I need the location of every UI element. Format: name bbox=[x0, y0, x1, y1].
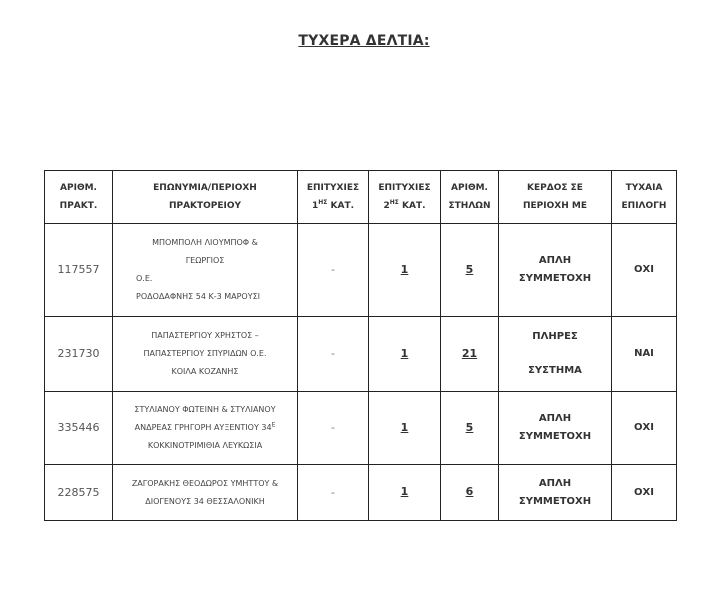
cat2-wins-link[interactable]: 1 bbox=[400, 346, 409, 360]
header-superscript: ΗΣ bbox=[318, 199, 328, 206]
agency-name-line: ΣΤΥΛΙΑΝΟΥ ΦΩΤΕΙΝΗ & ΣΤΥΛΙΑΝΟΥ bbox=[134, 405, 276, 414]
cat2-wins bbox=[369, 317, 441, 392]
agency-name-line: ΠΑΠΑΣΤΕΡΓΙΟΥ ΧΡΗΣΤΟΣ – bbox=[151, 331, 259, 340]
cat2-wins-link[interactable]: 1 bbox=[400, 485, 409, 498]
header-text: ΠΡΑΚΤ. bbox=[59, 201, 98, 211]
agency-number: 231730 bbox=[45, 317, 113, 392]
cat2-wins bbox=[369, 224, 441, 317]
header-text: ΚΕΡΔΟΣ ΣΕ bbox=[527, 183, 583, 193]
header-agency-name bbox=[113, 171, 298, 224]
agency-name bbox=[113, 392, 298, 465]
header-text: ΠΕΡΙΟΧΗ ΜΕ bbox=[523, 201, 587, 211]
header-text: 1 bbox=[311, 201, 319, 211]
agency-number: 228575 bbox=[45, 465, 113, 521]
header-text bbox=[372, 197, 437, 215]
table-row bbox=[45, 317, 677, 392]
columns-count bbox=[441, 224, 499, 317]
cat1-wins: - bbox=[298, 224, 369, 317]
agency-name-line: ΔΙΟΓΕΝΟΥΣ 34 ΘΕΣΣΑΛΟΝΙΚΗ bbox=[145, 496, 265, 506]
header-agency-number bbox=[45, 171, 113, 224]
columns-count bbox=[441, 317, 499, 392]
win-type-line: ΣΥΜΜΕΤΟΧΗ bbox=[518, 273, 592, 284]
columns-count-link[interactable]: 5 bbox=[465, 262, 474, 276]
header-random-pick bbox=[612, 171, 677, 224]
win-type-line: ΑΠΛΗ bbox=[538, 413, 572, 424]
agency-name-line: ΚΟΚΚΙΝΟΤΡΙΜΙΘΙΑ ΛΕΥΚΩΣΙΑ bbox=[147, 441, 263, 450]
agency-name-line: ΠΑΠΑΣΤΕΡΓΙΟΥ ΣΠΥΡΙΔΩΝ Ο.Ε. bbox=[143, 349, 267, 358]
page-title: ΤΥΧΕΡΑ ΔΕΛΤΙΑ: bbox=[298, 33, 430, 49]
win-type-spacer bbox=[502, 346, 608, 362]
agency-name-line: ΜΠΟΜΠΟΛΗ ΛΙΟΥΜΠΟΦ & bbox=[152, 238, 258, 247]
cat2-wins bbox=[369, 465, 441, 521]
agency-name-line: ΚΟΙΛΑ ΚΟΖΑΝΗΣ bbox=[171, 367, 239, 376]
random-pick: ΟΧΙ bbox=[612, 465, 677, 521]
agency-name bbox=[113, 465, 298, 521]
table-row bbox=[45, 224, 677, 317]
header-superscript: ΗΣ bbox=[389, 199, 399, 206]
header-text: ΕΠΙΛΟΓΗ bbox=[621, 201, 667, 211]
win-type bbox=[499, 224, 612, 317]
table-header-row bbox=[45, 171, 677, 224]
agency-name-line: ΖΑΓΟΡΑΚΗΣ ΘΕΟΔΩΡΟΣ ΥΜΗΤΤΟΥ & bbox=[131, 478, 279, 488]
win-type bbox=[499, 465, 612, 521]
columns-count-link[interactable]: 5 bbox=[465, 420, 474, 434]
win-type bbox=[499, 317, 612, 392]
win-type-line: ΣΥΜΜΕΤΟΧΗ bbox=[518, 495, 592, 507]
columns-count-link[interactable]: 6 bbox=[465, 485, 474, 498]
win-type-line: ΣΥΣΤΗΜΑ bbox=[528, 365, 582, 376]
cat1-wins: - bbox=[298, 392, 369, 465]
header-columns bbox=[441, 171, 499, 224]
agency-name bbox=[113, 317, 298, 392]
header-text: ΑΡΙΘΜ. bbox=[60, 183, 97, 193]
header-text: ΕΠΙΤΥΧΙΕΣ bbox=[378, 183, 431, 193]
columns-count bbox=[441, 465, 499, 521]
header-text: ΑΡΙΘΜ. bbox=[451, 183, 488, 193]
cat2-wins-link[interactable]: 1 bbox=[400, 262, 409, 276]
agency-name-line bbox=[116, 419, 294, 437]
cat1-wins: - bbox=[298, 465, 369, 521]
agency-name-line: Ο.Ε. bbox=[136, 274, 153, 283]
agency-name-text: ΑΝΔΡΕΑΣ ΓΡΗΓΟΡΗ ΑΥΞΕΝΤΙΟΥ 34 bbox=[134, 423, 272, 432]
header-text: ΣΤΗΛΩΝ bbox=[448, 201, 491, 211]
random-pick: ΟΧΙ bbox=[612, 224, 677, 317]
agency-number: 117557 bbox=[45, 224, 113, 317]
agency-name-superscript: Ε bbox=[271, 421, 276, 429]
header-text: ΚΑΤ. bbox=[402, 201, 426, 211]
cat2-wins bbox=[369, 392, 441, 465]
header-text: ΠΡΑΚΤΟΡΕΙΟΥ bbox=[168, 201, 242, 211]
agency-number: 335446 bbox=[45, 392, 113, 465]
agency-name bbox=[113, 224, 298, 317]
lucky-tickets-table bbox=[44, 170, 677, 521]
agency-name-line: ΡΟΔΟΔΑΦΝΗΣ 54 Κ-3 ΜΑΡΟΥΣΙ bbox=[136, 292, 261, 301]
win-type-line: ΣΥΜΜΕΤΟΧΗ bbox=[518, 431, 592, 442]
random-pick: ΟΧΙ bbox=[612, 392, 677, 465]
header-text: ΚΑΤ. bbox=[330, 201, 355, 211]
cat2-wins-link[interactable]: 1 bbox=[400, 420, 409, 434]
table-row bbox=[45, 465, 677, 521]
header-cat2-wins bbox=[369, 171, 441, 224]
table-row bbox=[45, 392, 677, 465]
header-win-area bbox=[499, 171, 612, 224]
header-text bbox=[301, 197, 365, 215]
agency-name-line: ΓΕΩΡΓΙΟΣ bbox=[185, 256, 225, 265]
win-type-line: ΑΠΛΗ bbox=[538, 477, 572, 489]
random-pick: ΝΑΙ bbox=[612, 317, 677, 392]
columns-count bbox=[441, 392, 499, 465]
header-cat1-wins bbox=[298, 171, 369, 224]
cat1-wins: - bbox=[298, 317, 369, 392]
header-text: ΤΥΧΑΙΑ bbox=[625, 183, 663, 193]
header-text: 2 bbox=[383, 201, 390, 211]
win-type-line: ΠΛΗΡΕΣ bbox=[532, 331, 578, 342]
win-type bbox=[499, 392, 612, 465]
columns-count-link[interactable]: 21 bbox=[461, 346, 478, 360]
win-type-line: ΑΠΛΗ bbox=[538, 255, 572, 266]
header-text: ΕΠΙΤΥΧΙΕΣ bbox=[306, 183, 360, 193]
header-text: ΕΠΩΝΥΜΙΑ/ΠΕΡΙΟΧΗ bbox=[153, 183, 257, 193]
